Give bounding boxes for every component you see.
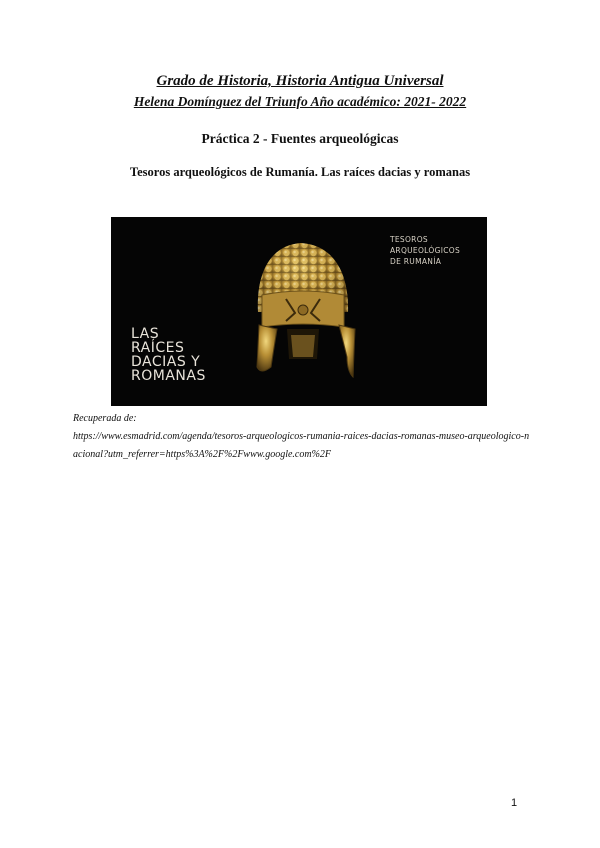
page-number: 1 (511, 797, 518, 809)
document-subtitle: Tesoros arqueológicos de Rumanía. Las raíces dacias y romanas (129, 165, 471, 179)
source-label: Recuperada de: (73, 413, 137, 424)
author-year-line: Helena Domínguez del Triunfo Año académico: 2021- 2022 (133, 94, 467, 109)
exhibition-image (111, 217, 487, 406)
source-url: https://www.esmadrid.com/agenda/tesoros-arqueologicos-rumania-raices-dacias-romanas-museo-arqueologico-nacional?utm_referrer=https%3A%2F%2Fwww.google.com%2F (73, 431, 530, 460)
exhibition-tagline: TESOROS ARQUEOLÓGICOS DE RUMANÍA (390, 235, 461, 266)
practice-title: Práctica 2 - Fuentes arqueológicas (201, 131, 399, 146)
exhibition-title: LAS RAÍCES DACIAS Y ROMANAS (131, 326, 206, 384)
course-title: Grado de Historia, Historia Antigua Universal (156, 73, 444, 89)
image-source-caption (73, 410, 533, 464)
